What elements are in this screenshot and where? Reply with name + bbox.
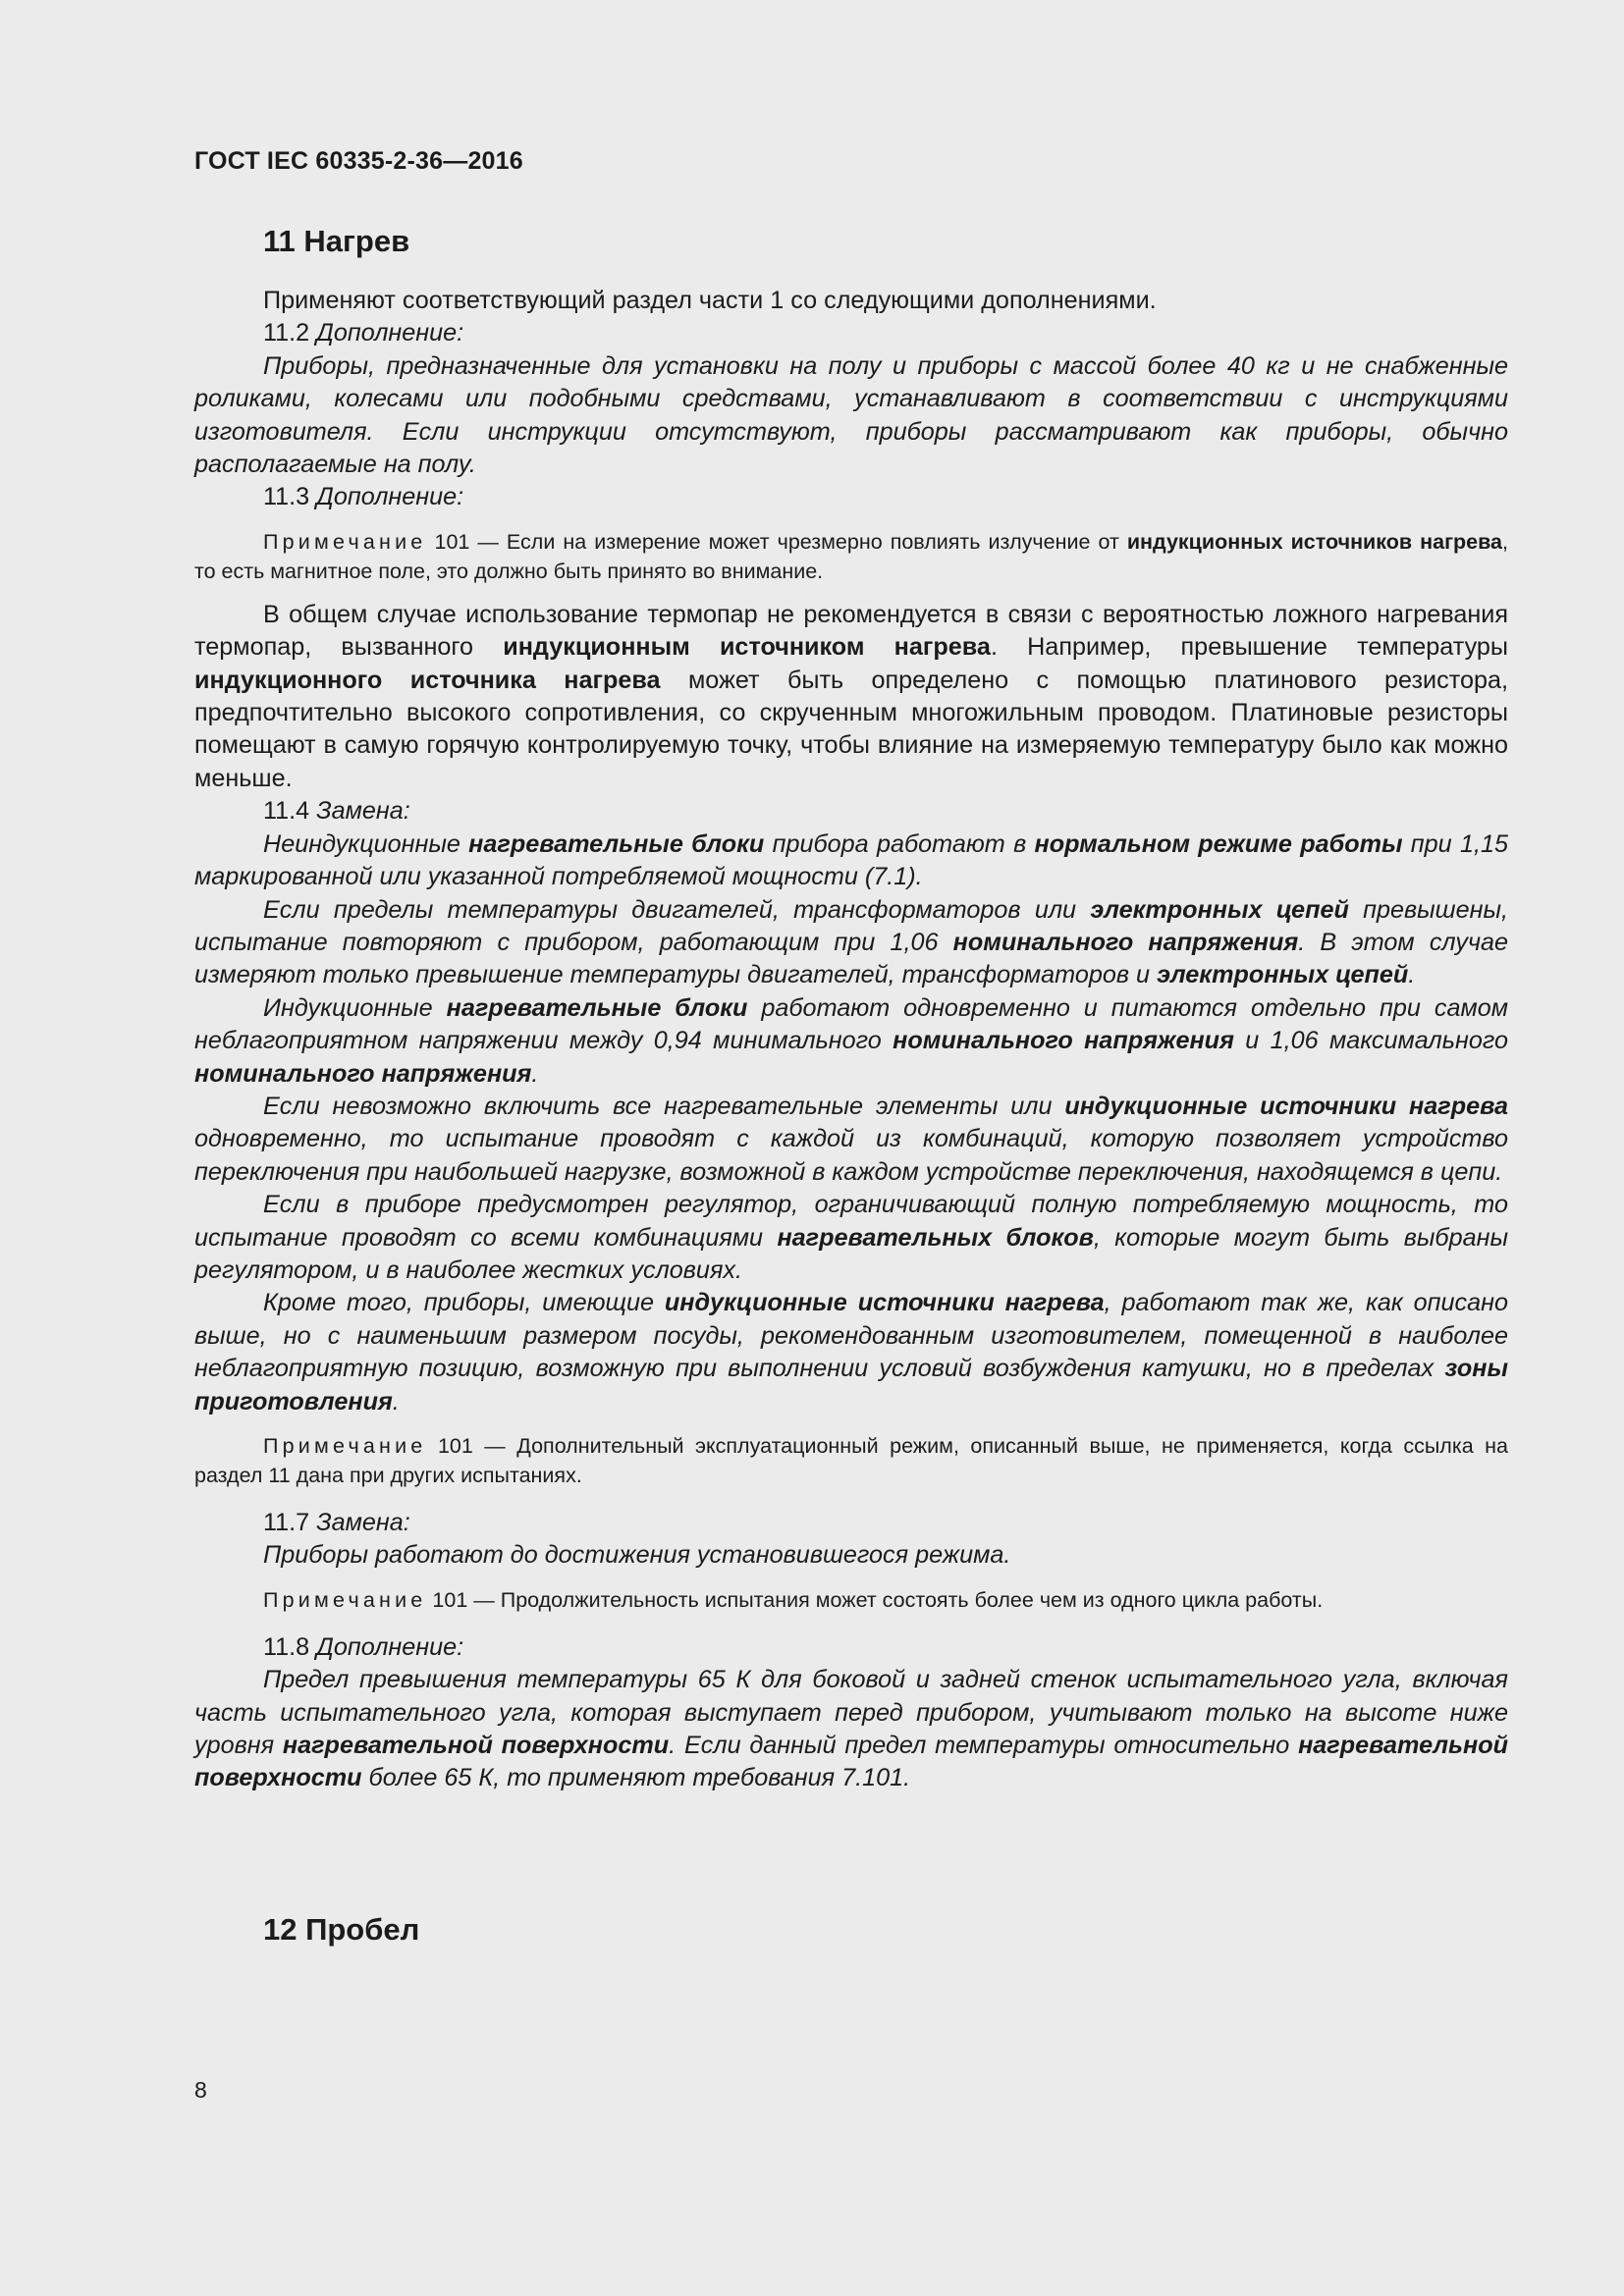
clause-11-8-heading: 11.8 Дополнение: <box>263 1632 464 1661</box>
thermocouple-paragraph: В общем случае использование термопар не рекомендуется в связи с вероятностью ложного нагревания термопар, вызванного индукционным источником нагрева. Например, превышение температуры индукционного источника нагрева может быть определено с помощью платинового резистора, предпочтительно высокого сопротивления, со скрученным многожильным проводом. Платиновые резисторы помещают в самую горячую контролируемую точку, чтобы влияние на измеряемую температуру было как можно меньше. <box>194 600 1509 792</box>
clause-11-8-text: Предел превышения температуры 65 К для боковой и задней стенок испытательного угла, включая часть испытательного угла, которая выступает перед прибором, учитывают только на высоте ниже уровня нагревательной поверхности. Если данный предел температуры относительно нагревательной поверхности более 65 К, то применяют требования 7.101. <box>194 1666 1508 1792</box>
clause-11-4-para-6: Кроме того, приборы, имеющие индукционные источники нагрева, работают так же, как описано выше, но с наименьшим размером посуды, рекомендованным изготовителем, помещенной в наиболее неблагоприятную позицию, возможную при выполнении условий возбуждения катушки, но в пределах зоны приготовления. <box>194 1289 1508 1415</box>
clause-11-3-heading: 11.3 Дополнение: <box>263 483 464 511</box>
section-11-title: 11 Нагрев <box>263 224 410 258</box>
intro-paragraph: Применяют соответствующий раздел части 1 со следующими дополнениями. <box>263 287 1157 314</box>
note-101-operating-mode: Примечание 101 — Дополнительный эксплуатационный режим, описанный выше, не применяется, когда ссылка на раздел 11 дана при других испытаниях. <box>194 1434 1508 1487</box>
clause-11-4-para-4: Если невозможно включить все нагревательные элементы или индукционные источники нагрева одновременно, то испытание проводят с каждой из комбинаций, которую позволяет устройство переключения при наибольшей нагрузке, возможной в каждом устройстве переключения, находящемся в цепи. <box>194 1092 1508 1186</box>
clause-11-2-text: Приборы, предназначенные для установки на полу и приборы с массой более 40 кг и не снабженные роликами, колесами или подобными средствами, устанавливают в соответствии с инструкциями изготовителя. Если инструкции отсутствуют, приборы рассматривают как приборы, обычно располагаемые на полу. <box>194 351 1508 479</box>
note-101-duration: Примечание 101 — Продолжительность испытания может состоять более чем из одного цикла работы. <box>263 1587 1324 1612</box>
clause-11-7-text: Приборы работают до достижения установившегося режима. <box>263 1541 1011 1570</box>
clause-11-7-heading: 11.7 Замена: <box>263 1509 410 1536</box>
clause-11-4-para-3: Индукционные нагревательные блоки работают одновременно и питаются отдельно при самом неблагоприятном напряжении между 0,94 минимального номинального напряжения и 1,06 максимального номинального напряжения. <box>194 993 1508 1088</box>
page-number: 8 <box>194 2077 207 2103</box>
note-101-induction: Примечание 101 — Если на измерение может чрезмерно повлиять излучение от индукционных источников нагрева, то есть магнитное поле, это должно быть принято во внимание. <box>194 529 1508 583</box>
document-body <box>194 285 1508 1795</box>
clause-11-2-heading: 11.2 Дополнение: <box>263 319 464 347</box>
clause-11-4-heading: 11.4 Замена: <box>263 797 410 826</box>
clause-11-4-para-1: Неиндукционные нагревательные блоки прибора работают в нормальном режиме работы при 1,15 маркированной или указанной потребляемой мощности (7.1). <box>194 829 1508 891</box>
clause-11-4-para-2: Если пределы температуры двигателей, трансформаторов или электронных цепей превышены, испытание повторяют с прибором, работающим при 1,06 номинального напряжения. В этом случае измеряют только превышение температуры двигателей, трансформаторов и электронных цепей. <box>194 895 1508 989</box>
document-page <box>194 0 1508 2296</box>
standard-header: ГОСТ IEC 60335-2-36—2016 <box>194 147 523 175</box>
clause-11-4-para-5: Если в приборе предусмотрен регулятор, ограничивающий полную потребляемую мощность, то испытание проводят со всеми комбинациями нагревательных блоков, которые могут быть выбраны регулятором, и в наиболее жестких условиях. <box>194 1191 1509 1284</box>
section-12-title: 12 Пробел <box>263 1912 420 1947</box>
